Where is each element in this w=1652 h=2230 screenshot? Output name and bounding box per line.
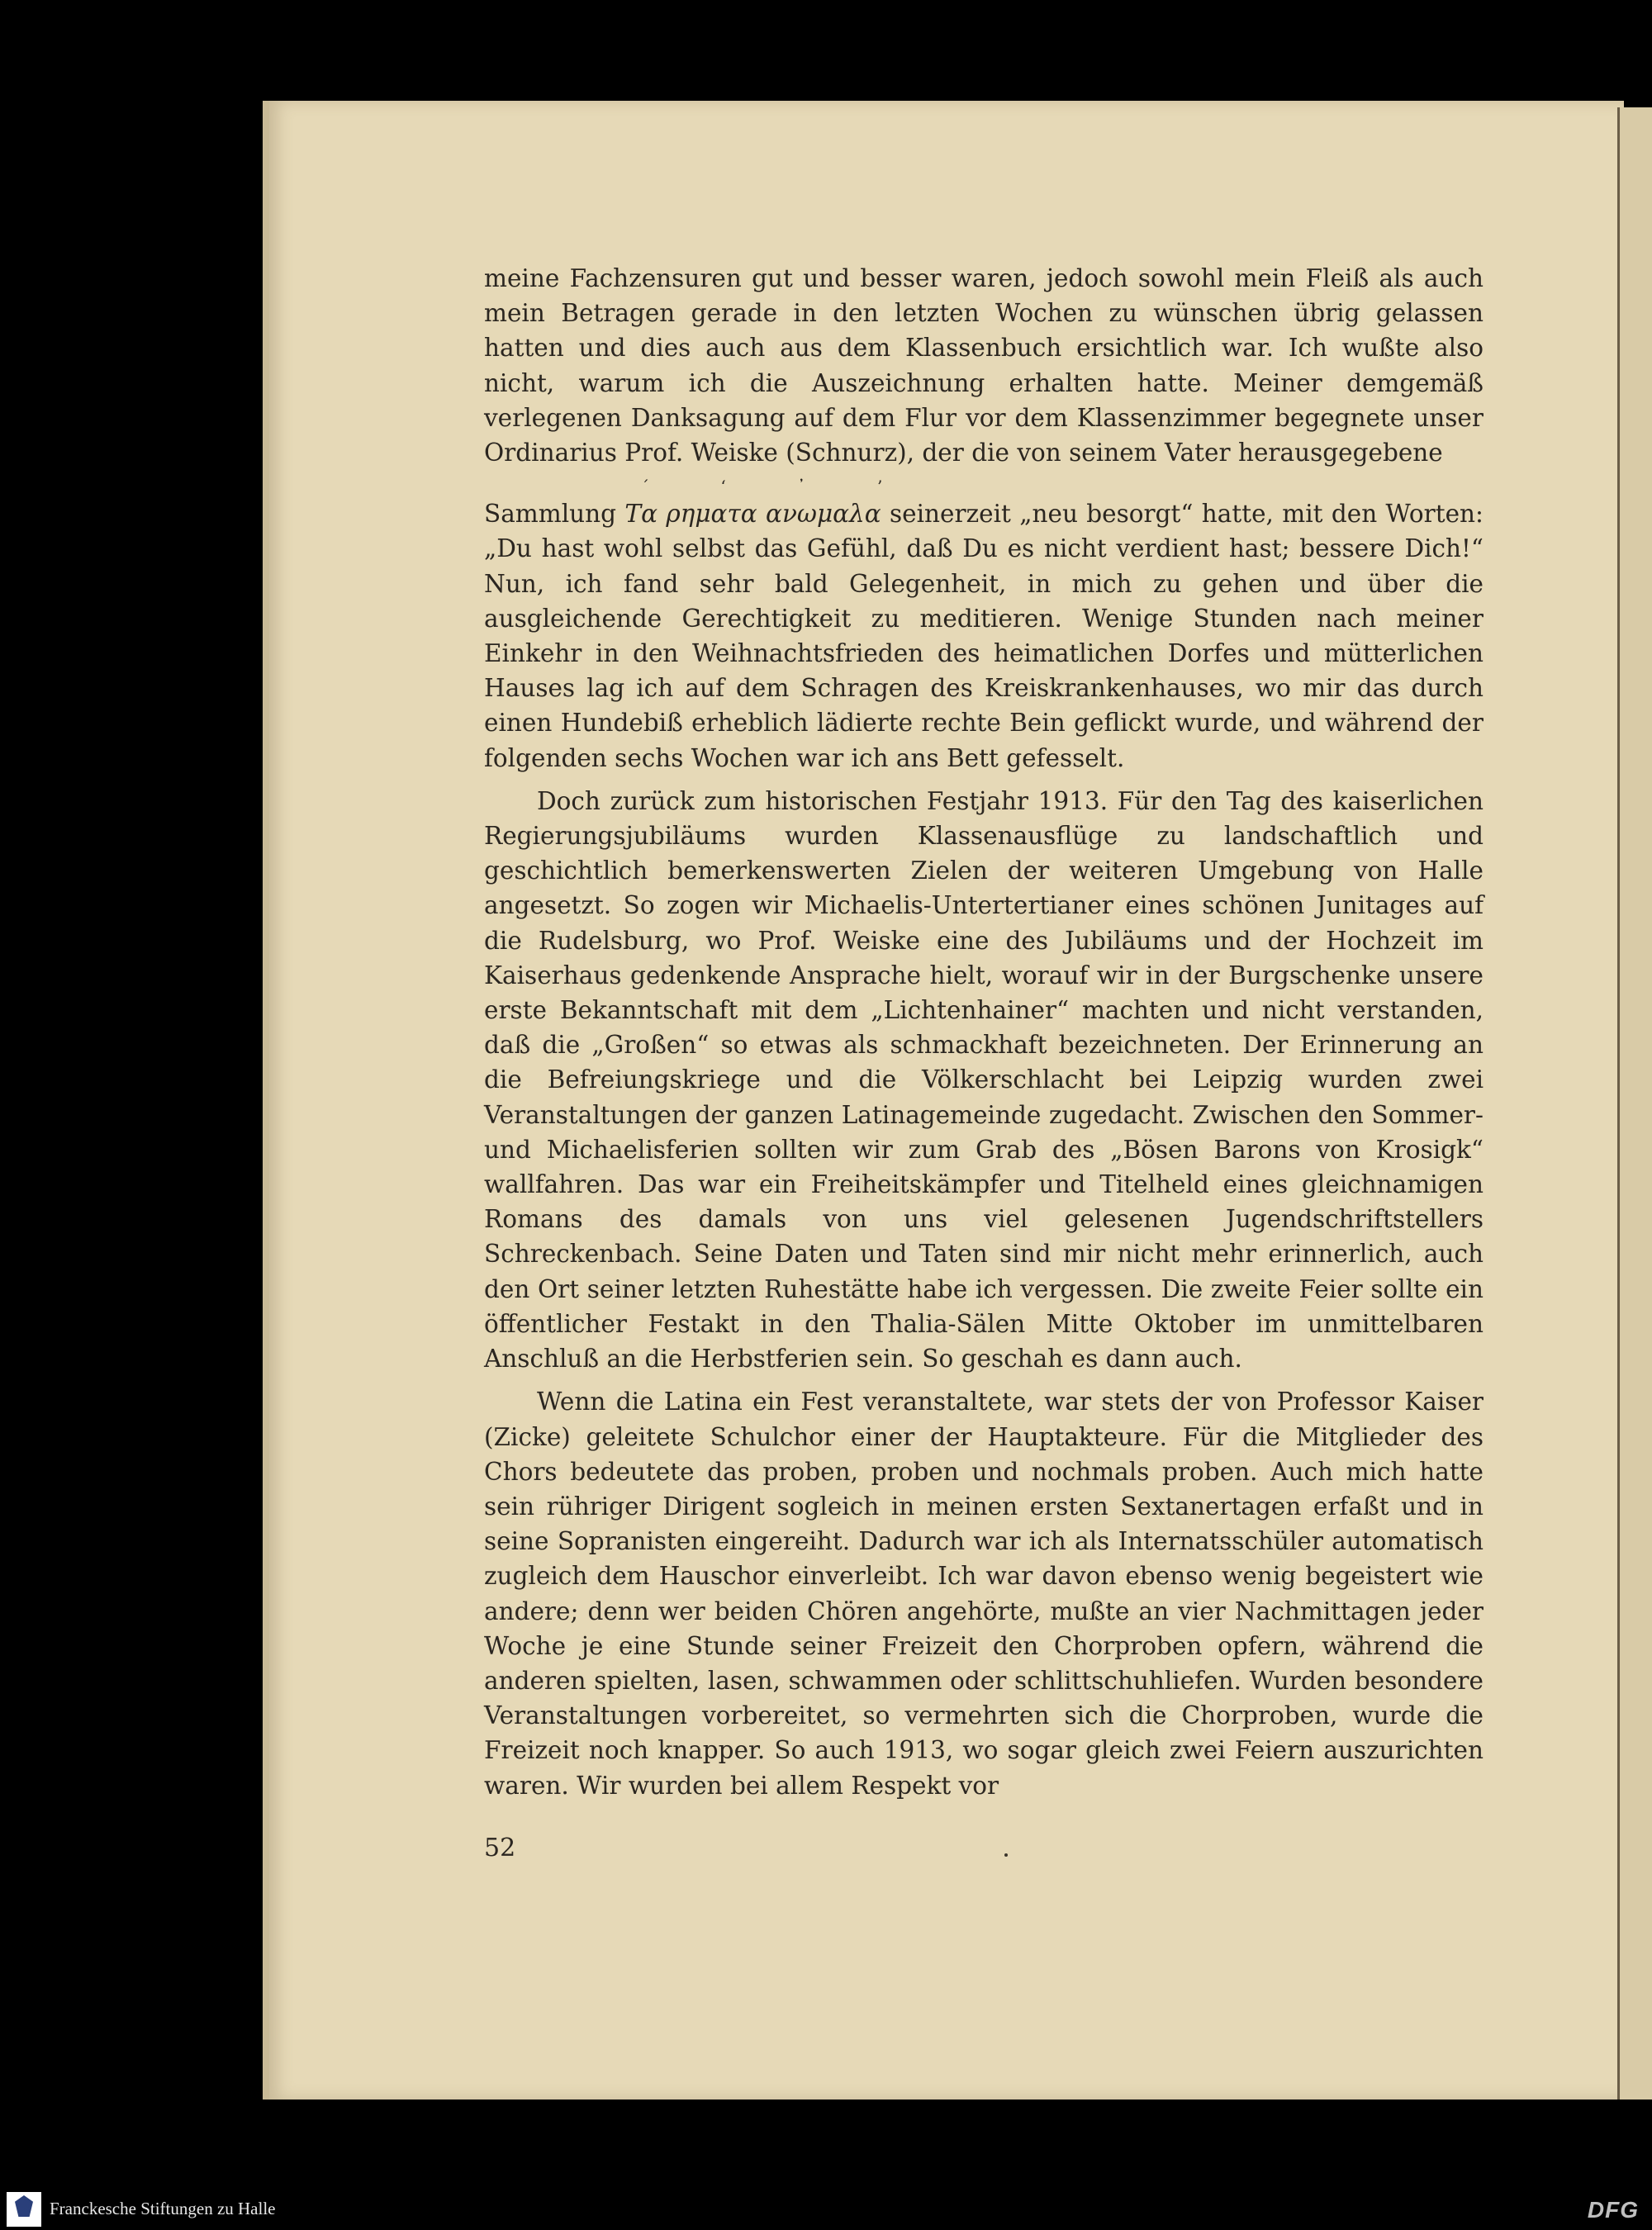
paragraph-1-continued: seinerzeit „neu besorgt“ hatte, mit den Worten: „Du hast wohl selbst das Gefühl, daß Du es nicht verdient hast; bessere Dich!“ Nun, ich fand sehr bald Gelegenheit, in mich zu gehen und über die ausgleichende Gerechtigkeit zu meditieren. Wenige Stunden nach meiner Einkehr in den Weihnachtsfrieden des heimatlichen Dorfes und mütterlichen Hauses lag ich auf dem Schragen des Kreiskrankenhauses, wo mir das durch einen Hundebiß erheblich lädierte rechte Bein geflickt wurde, und während der folgenden sechs Wochen war ich ans Bett gefesselt. bbox=[484, 500, 1483, 772]
page-body-text bbox=[484, 261, 1483, 1811]
paragraph-3: Wenn die Latina ein Fest veranstaltete, war stets der von Professor Kaiser (Zicke) geleitete Schulchor einer der Hauptakteure. Für die Mitglieder des Chors bedeutete das proben, proben und nochmals proben. Auch mich hatte sein rühriger Dirigent sogleich in meinen ersten Sextanertagen erfaßt und in seine Sopranisten eingereiht. Dadurch war ich als Internatsschüler automatisch zugleich dem Hauschor einverleibt. Ich war davon ebenso wenig begeistert wie andere; denn wer beiden Chören angehörte, mußte an vier Nachmittagen jeder Woche je eine Stunde seiner Freizeit den Chorproben opfern, während die anderen spielten, lasen, schwammen oder schlittschuhliefen. Wurden besondere Veranstaltungen vorbereitet, so vermehrten sich die Chorproben, wurde die Freizeit noch knapper. So auch 1913, wo sogar gleich zwei Feiern auszurichten waren. Wir wurden bei allem Respekt vor bbox=[484, 1388, 1483, 1800]
greek-title: Τα ρηματα ανωμαλα bbox=[624, 500, 881, 529]
institution-name: Franckesche Stiftungen zu Halle bbox=[50, 2199, 276, 2218]
greek-accents: ´ ‘ ᾿ ʼ bbox=[641, 477, 915, 497]
ink-dot bbox=[1004, 1853, 1008, 1857]
sammlung-word: Sammlung bbox=[484, 500, 617, 529]
paragraph-1: meine Fachzensuren gut und besser waren, jedoch sowohl mein Fleiß als auch mein Betragen gerade in den letzten Wochen zu wünschen übrig gelassen hatten und dies auch aus dem Klassenbuch ersichtlich war. Ich wußte also nicht, warum ich die Auszeichnung erhalten hatte. Meiner demgemäß verlegenen Danksagung auf dem Flur vor dem Klassenzimmer begegnete unser Ordinarius Prof. Weiske (Schnurz), der die von seinem Vater herausgegebene bbox=[484, 264, 1483, 467]
page-number: 52 bbox=[484, 1834, 516, 1862]
greek-title-line bbox=[484, 478, 1483, 776]
paragraph-2: Doch zurück zum historischen Festjahr 1913. Für den Tag des kaiserlichen Regierungsjubiläums wurden Klassenausflüge zu landschaftlich und geschichtlich bemerkenswerten Zielen der weiteren Umgebung von Halle angesetzt. So zogen wir Michaelis-Untertertianer eines schönen Junitages auf die Rudelsburg, wo Prof. Weiske eine des Jubiläums und der Hochzeit im Kaiserhaus gedenkende Ansprache hielt, worauf wir in der Burgschenke unsere erste Bekanntschaft mit dem „Lichtenhainer“ machten und nicht verstanden, daß die „Großen“ so etwas als schmackhaft bezeichneten. Der Erinnerung an die Befreiungskriege und die Völkerschlacht bei Leipzig wurden zwei Veranstaltungen der ganzen Latinagemeinde zugedacht. Zwischen den Sommer- und Michaelisferien sollten wir zum Grab des „Bösen Barons von Krosigk“ wallfahren. Das war ein Freiheitskämpfer und Titelheld eines gleichnamigen Romans des damals von uns viel gelesenen Jugendschriftstellers Schreckenbach. Seine Daten und Taten sind mir nicht mehr erinnerlich, auch den Ort seiner letzten Ruhestätte habe ich vergessen. Die zweite Feier sollte ein öffentlicher Festakt in den Thalia-Sälen Mitte Oktober im unmittelbaren Anschluß an die Herbstferien sein. So geschah es dann auch. bbox=[484, 786, 1483, 1374]
dfg-logo: DFG bbox=[1587, 2197, 1639, 2223]
facing-page-edge bbox=[1617, 107, 1652, 2100]
institution-logo-icon bbox=[7, 2192, 41, 2227]
